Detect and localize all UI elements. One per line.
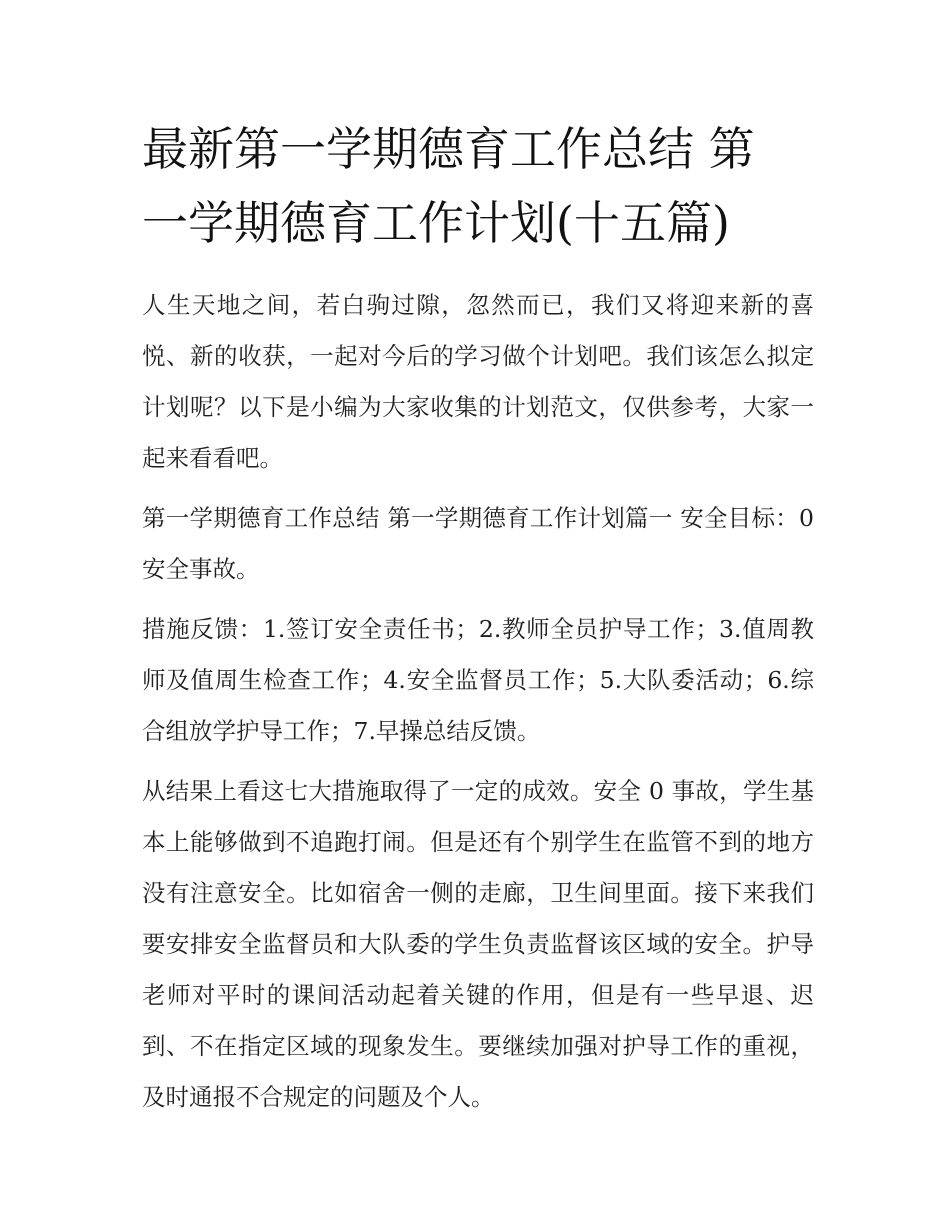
document-body bbox=[142, 280, 814, 1123]
title-line-1: 最新第一学期德育工作总结 第 bbox=[142, 122, 755, 176]
paragraph-safety-goal: 第一学期德育工作总结 第一学期德育工作计划篇一 安全目标：0 安全事故。 bbox=[142, 504, 814, 583]
paragraph-intro: 人生天地之间，若白驹过隙，忽然而已，我们又将迎来新的喜悦、新的收获，一起对今后的学习做个计划吧。我们该怎么拟定计划呢？以下是小编为大家收集的计划范文，仅供参考，大家一起来看看吧。 bbox=[142, 291, 814, 472]
document-page bbox=[142, 112, 814, 1132]
paragraph-results: 从结果上看这七大措施取得了一定的成效。安全 0 事故，学生基本上能够做到不追跑打闹。但是还有个别学生在监管不到的地方没有注意安全。比如宿舍一侧的走廊，卫生间里面。接下来我们要安排安全监督员和大队委的学生负责监督该区域的安全。护导老师对平时的课间活动起着关键的作用，但是有一些早退、迟到、不在指定区域的现象发生。要继续加强对护导工作的重视，及时通报不合规定的问题及个人。 bbox=[142, 777, 814, 1111]
document-title bbox=[142, 112, 814, 260]
paragraph-measures: 措施反馈：1.签订安全责任书；2.教师全员护导工作；3.值周教师及值周生检查工作；4.安全监督员工作；5.大队委活动；6.综合组放学护导工作；7.早操总结反馈。 bbox=[142, 615, 814, 745]
title-line-2: 一学期德育工作计划(十五篇) bbox=[142, 196, 730, 250]
